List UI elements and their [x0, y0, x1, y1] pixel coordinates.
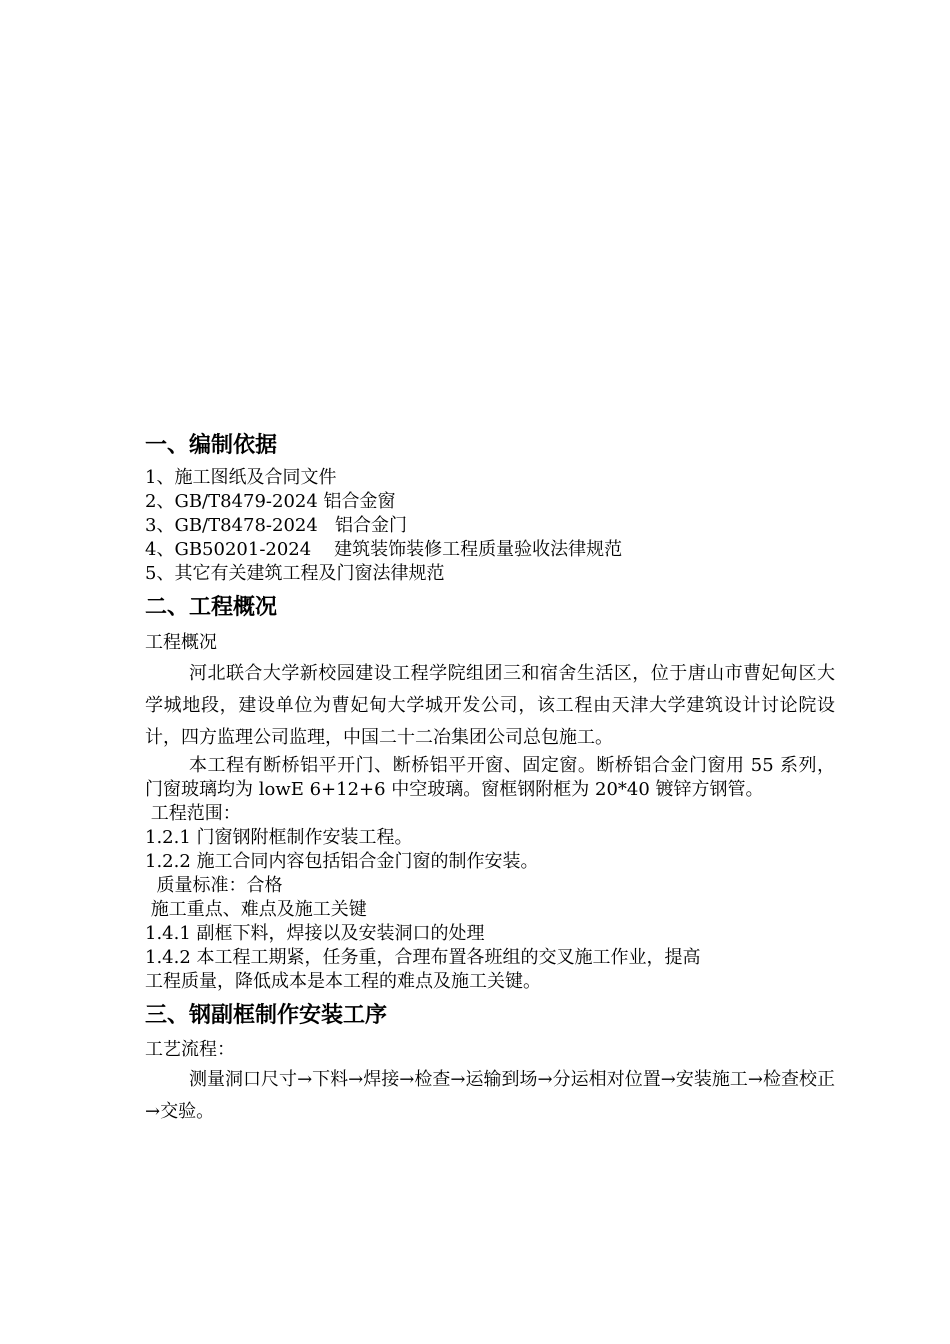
document-body	[145, 430, 835, 1128]
key-point-item: 1.4.1 副框下料，焊接以及安装洞口的处理	[145, 923, 485, 944]
section-heading-basis: 一、编制依据	[145, 433, 278, 458]
quality-standard: 质量标准：合格	[145, 875, 283, 896]
section-heading-process: 三、钢副框制作安装工序	[145, 1003, 388, 1028]
scope-title: 工程范围：	[145, 803, 241, 824]
basis-item: 4、GB50201-2024 建筑装饰装修工程质量验收法律规范	[145, 539, 623, 560]
process-flow-title: 工艺流程：	[145, 1039, 235, 1060]
overview-subheading: 工程概况	[145, 632, 217, 653]
basis-list	[145, 466, 835, 586]
process-flow-text: 测量洞口尺寸→下料→焊接→检查→运输到场→分运相对位置→安装施工→检查校正→交验。	[145, 1069, 835, 1122]
basis-item: 3、GB/T8478-2024 铝合金门	[145, 515, 407, 536]
key-point-item: 工程质量，降低成本是本工程的难点及施工关键。	[145, 971, 541, 992]
key-point-item: 1.4.2 本工程工期紧，任务重，合理布置各班组的交叉施工作业，提高	[145, 947, 701, 968]
scope-item: 1.2.2 施工合同内容包括铝合金门窗的制作安装。	[145, 851, 539, 872]
basis-item: 5、其它有关建筑工程及门窗法律规范	[145, 563, 445, 584]
basis-item: 2、GB/T8479-2024 铝合金窗	[145, 491, 396, 512]
scope-item: 1.2.1 门窗钢附框制作安装工程。	[145, 827, 413, 848]
basis-item: 1、施工图纸及合同文件	[145, 467, 337, 488]
overview-paragraph-2: 本工程有断桥铝平开门、断桥铝平开窗、固定窗。断桥铝合金门窗用 55 系列，门窗玻璃均为 lowE 6+12+6 中空玻璃。窗框钢附框为 20*40 镀锌方钢管。	[145, 755, 835, 800]
overview-paragraph-1: 河北联合大学新校园建设工程学院组团三和宿舍生活区，位于唐山市曹妃甸区大学城地段，建设单位为曹妃甸大学城开发公司，该工程由天津大学建筑设计讨论院设计，四方监理公司监理，中国二十二冶集团公司总包施工。	[145, 663, 835, 748]
section-heading-overview: 二、工程概况	[145, 595, 278, 620]
key-points-title: 施工重点、难点及施工关键	[145, 899, 367, 920]
